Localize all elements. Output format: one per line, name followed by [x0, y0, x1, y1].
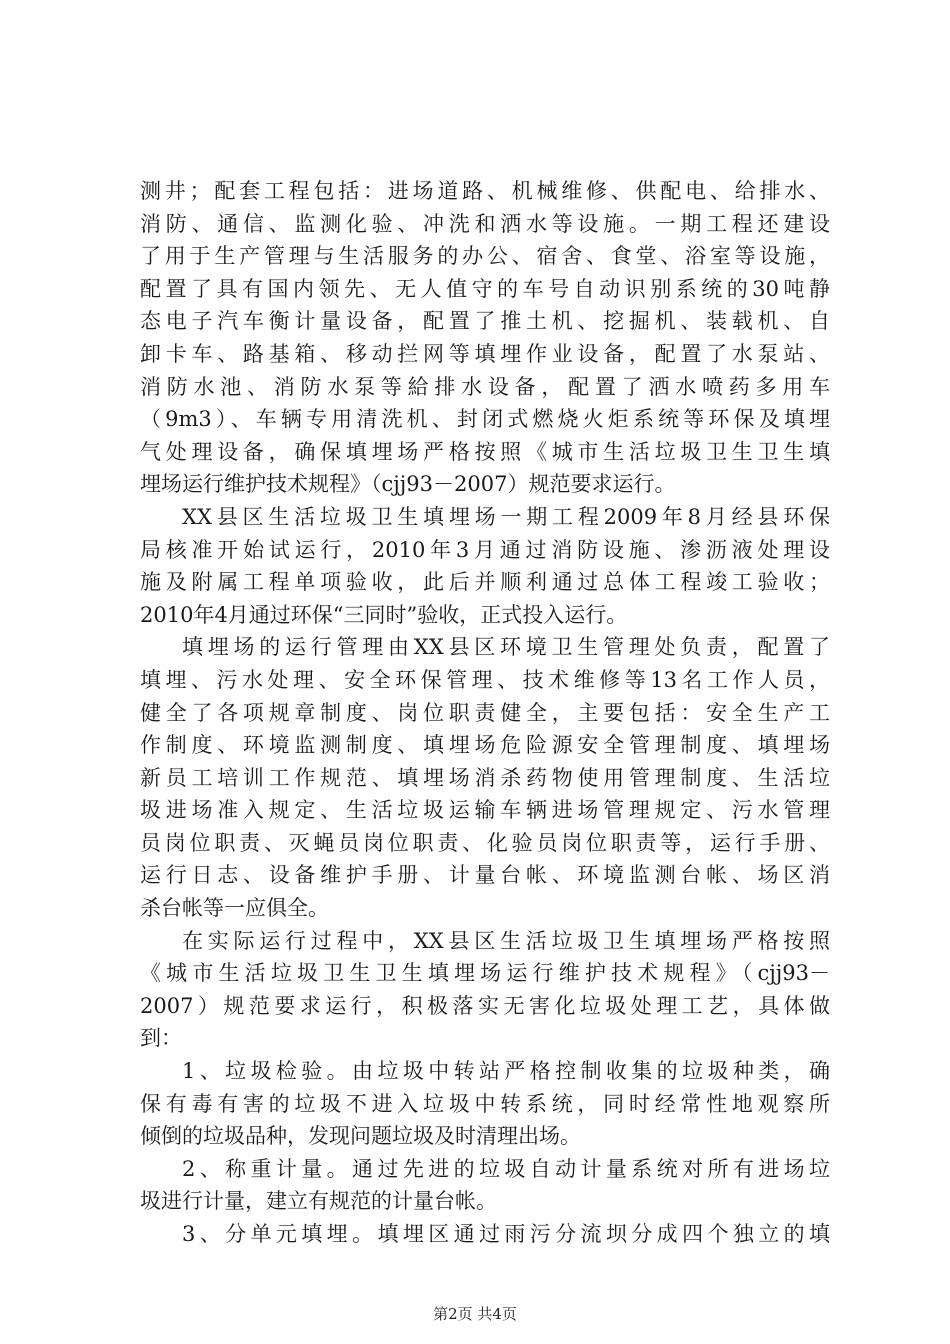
text-line: 健全了各项规章制度、岗位职责健全，主要包括：安全生产工 [140, 700, 830, 725]
text-line: 2010年4月通过环保“三同时”验收，正式投入运行。 [140, 602, 628, 627]
text-line: 卸卡车、路基箱、移动拦网等填埋作业设备，配置了水泵站、 [140, 341, 830, 366]
text-line: 到： [140, 1026, 182, 1051]
text-line: 局核准开始试运行，2010年3月通过消防设施、渗沥液处理设 [140, 537, 830, 562]
page-footer: 第2页 共4页 [433, 1305, 517, 1323]
text-line: 保有毒有害的垃圾不进入垃圾中转系统，同时经常性地观察所 [140, 1091, 830, 1116]
text-line: 2、称重计量。通过先进的垃圾自动计量系统对所有进场垃 [182, 1156, 830, 1181]
text-line: 3、分单元填埋。填埋区通过雨污分流坝分成四个独立的填 [182, 1222, 830, 1246]
text-line: （9m3）、车辆专用清洗机、封闭式燃烧火炬系统等环保及填埋 [140, 407, 830, 432]
text-line: 作制度、环境监测制度、填埋场危险源安全管理制度、填埋场 [140, 733, 830, 758]
text-line: 倾倒的垃圾品种，发现问题垃圾及时清理出场。 [140, 1124, 581, 1149]
text-line: 运行日志、设备维护手册、计量台帐、环境监测台帐、场区消 [140, 863, 830, 888]
text-line: 2007）规范要求运行，积极落实无害化垃圾处理工艺，具体做 [140, 993, 830, 1018]
text-line: 新员工培训工作规范、填埋场消杀药物使用管理制度、生活垃 [140, 765, 830, 790]
text-line: XX县区生活垃圾卫生填埋场一期工程2009年8月经县环保 [182, 504, 830, 529]
text-line: 消防、通信、监测化验、冲洗和洒水等设施。一期工程还建设 [140, 211, 830, 236]
text-line: 施及附属工程单项验收，此后并顺利通过总体工程竣工验收； [140, 570, 830, 595]
text-line: 消防水池、消防水泵等給排水设备，配置了洒水喷药多用车 [140, 374, 830, 399]
document-body [140, 175, 830, 1251]
text-line: 杀台帐等一应俱全。 [140, 896, 329, 921]
text-line: 《城市生活垃圾卫生卫生填埋场运行维护技术规程》（cjj93－ [140, 961, 830, 986]
text-line: 圾进场准入规定、生活垃圾运输车辆进场管理规定、污水管理 [140, 798, 830, 823]
text-line: 气处理设备，确保填埋场严格按照《城市生活垃圾卫生卫生填 [140, 439, 830, 464]
text-line: 态电子汽车衡计量设备，配置了推土机、挖掘机、装载机、自 [140, 309, 830, 334]
text-line: 填埋场的运行管理由XX县区环境卫生管理处负责，配置了 [182, 635, 830, 660]
text-line: 埋场运行维护技术规程》（cjj93－2007）规范要求运行。 [140, 472, 676, 497]
text-line: 了用于生产管理与生活服务的办公、宿舍、食堂、浴室等设施， [140, 244, 830, 269]
text-line: 填埋、污水处理、安全环保管理、技术维修等13名工作人员， [140, 667, 830, 692]
text-line: 配置了具有国内领先、无人值守的车号自动识别系统的30吨静 [140, 276, 830, 301]
text-line: 圾进行计量，建立有规范的计量台帐。 [140, 1189, 497, 1214]
text-line: 在实际运行过程中，XX县区生活垃圾卫生填埋场严格按照 [182, 928, 830, 953]
text-line: 1、垃圾检验。由垃圾中转站严格控制收集的垃圾种类，确 [182, 1059, 830, 1084]
text-line: 员岗位职责、灭蝇员岗位职责、化验员岗位职责等，运行手册、 [140, 830, 830, 855]
text-line: 测井；配套工程包括：进场道路、机械维修、供配电、给排水、 [140, 179, 830, 203]
